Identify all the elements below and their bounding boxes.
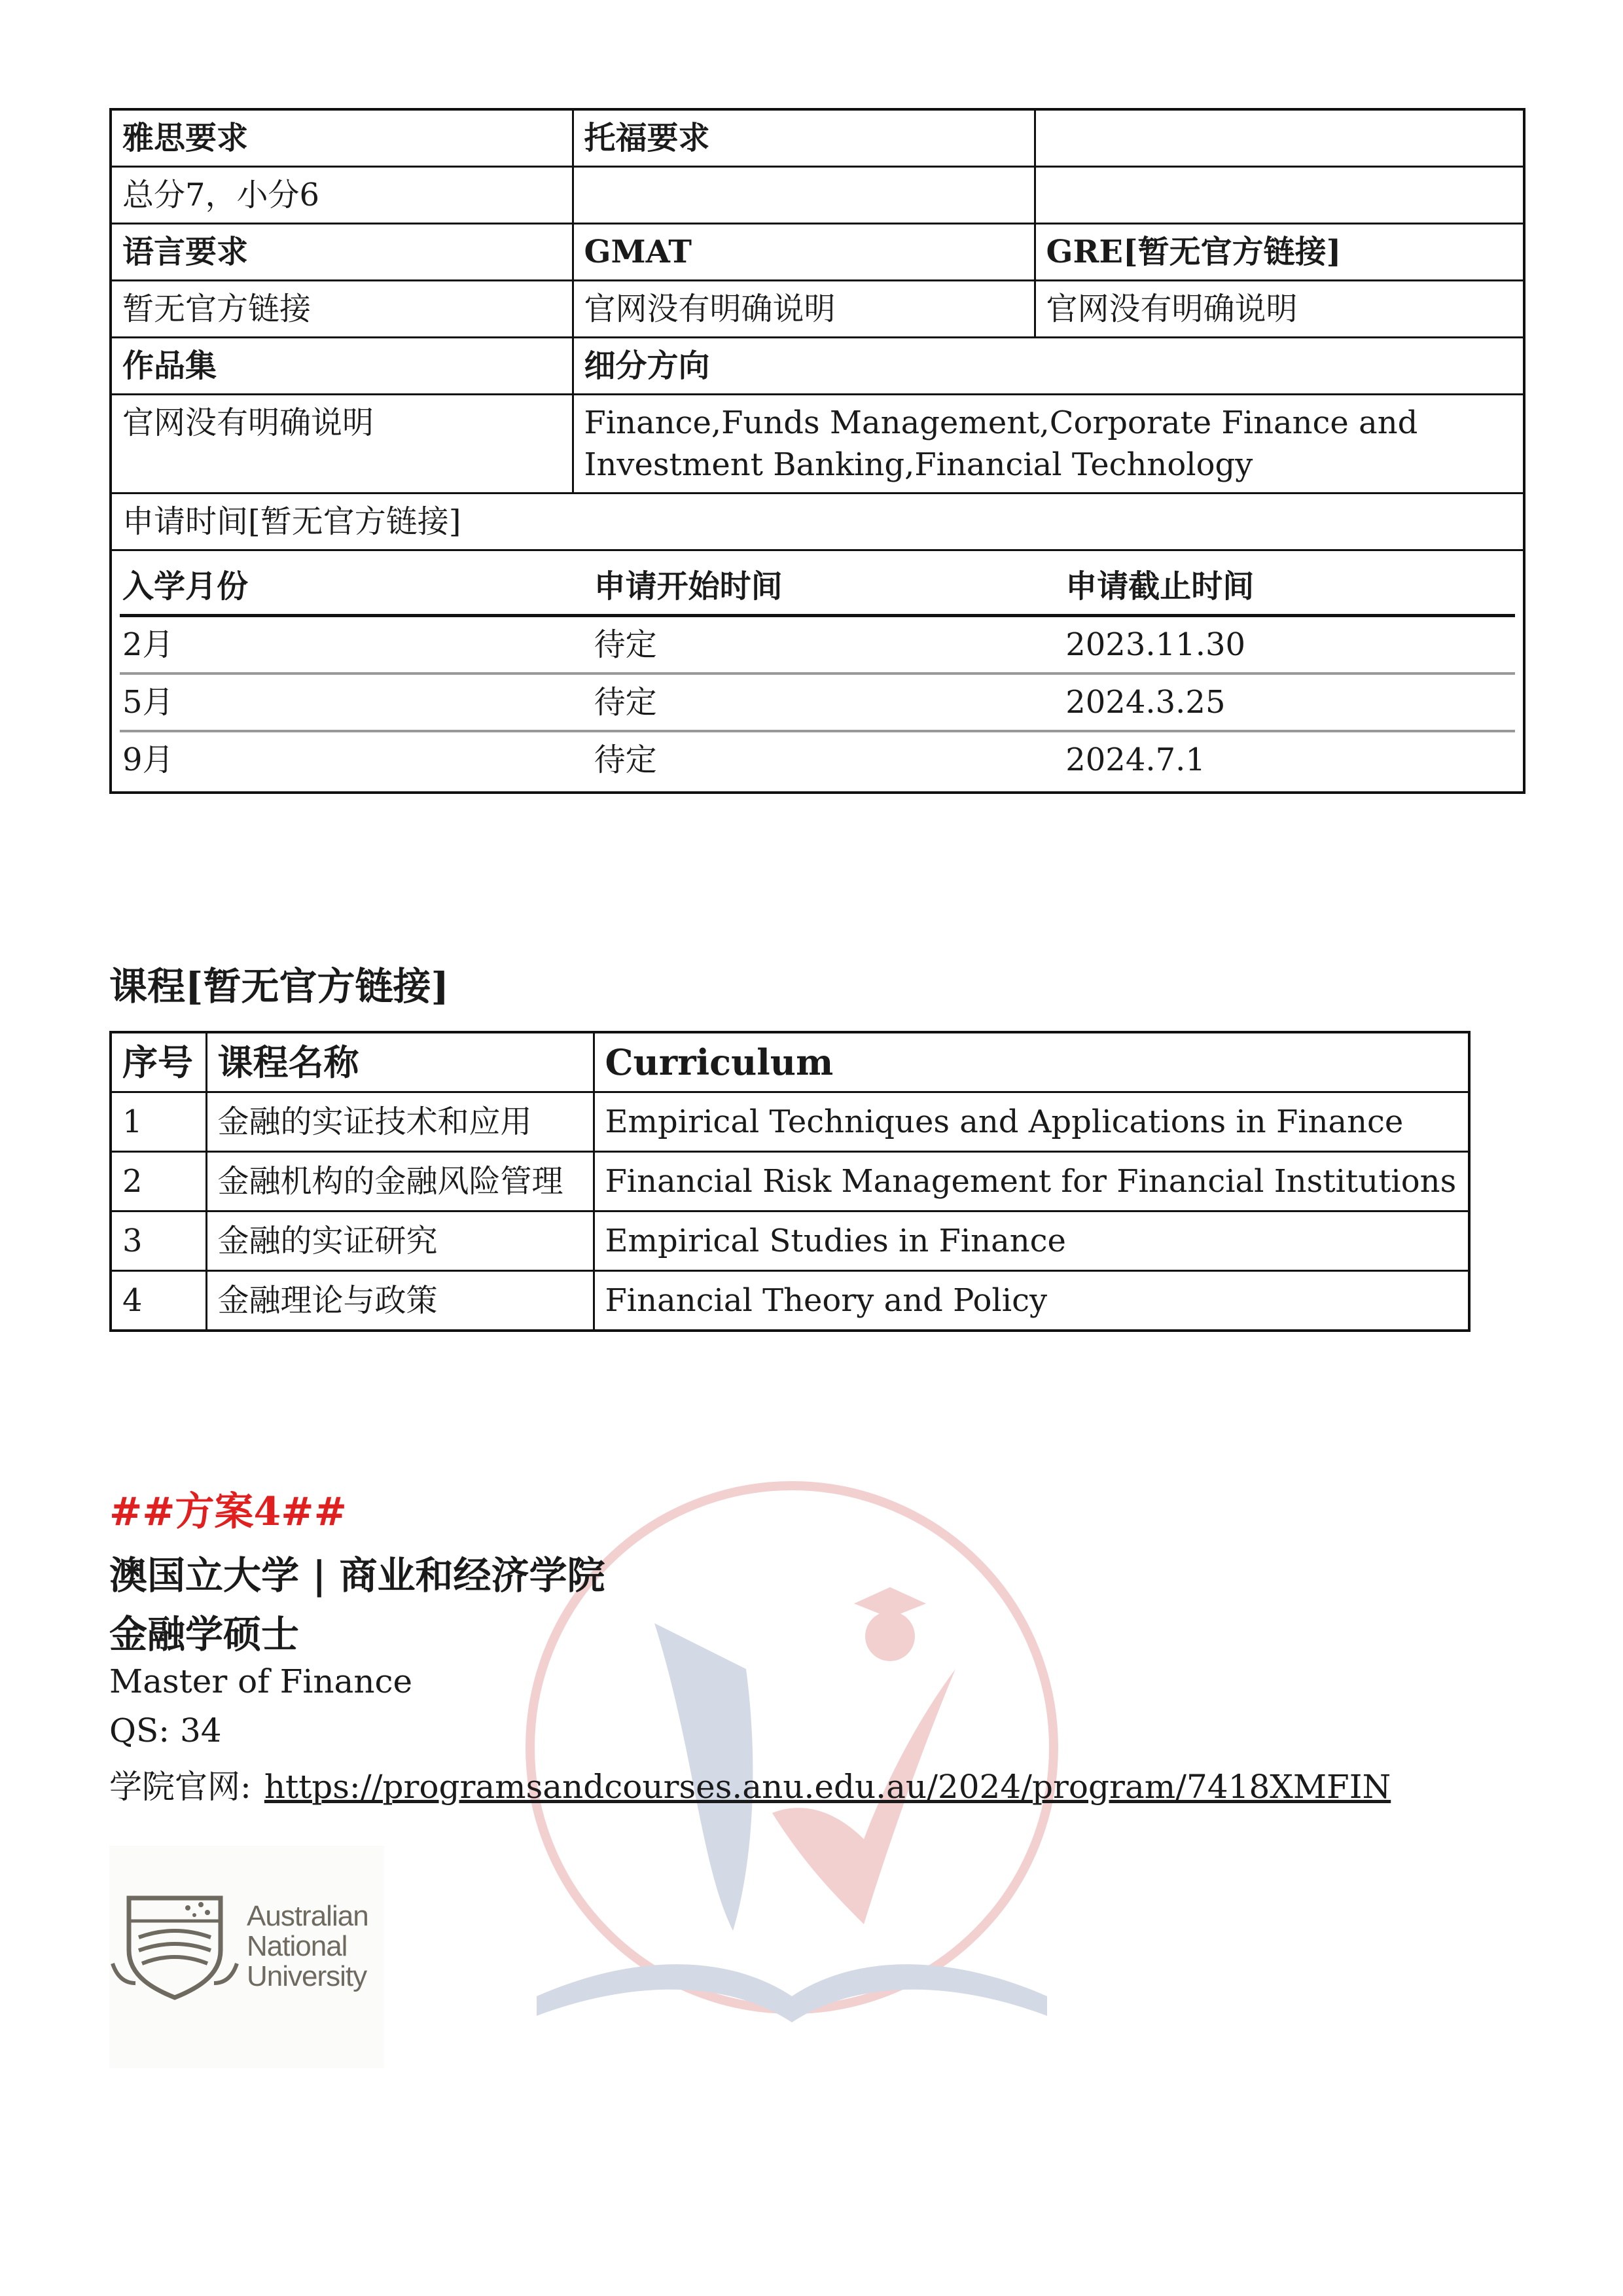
watermark-head xyxy=(865,1611,915,1661)
requirements-table xyxy=(109,108,1525,794)
portfolio-label: 作品集 xyxy=(111,338,573,395)
intake-header-month: 入学月份 xyxy=(120,551,592,616)
table-row xyxy=(111,1271,1469,1331)
language-label: 语言要求 xyxy=(111,224,573,281)
table-row xyxy=(111,109,1524,167)
course-en: Financial Theory and Policy xyxy=(594,1271,1469,1331)
intake-month: 2月 xyxy=(120,616,592,674)
intake-deadline: 2024.3.25 xyxy=(1063,673,1515,731)
specialization-value: Finance,Funds Management,Corporate Finance and Investment Banking,Financial Technology xyxy=(573,395,1524,493)
empty-cell xyxy=(1035,109,1524,167)
table-row xyxy=(111,1152,1469,1211)
gmat-value: 官网没有明确说明 xyxy=(573,281,1035,338)
intake-month: 9月 xyxy=(122,742,174,778)
ielts-label: 雅思要求 xyxy=(111,109,573,167)
intake-deadline: 2024.7.1 xyxy=(1065,742,1205,778)
intake-start: 待定 xyxy=(592,616,1063,674)
course-no: 1 xyxy=(111,1092,206,1152)
ielts-value: 总分7，小分6 xyxy=(111,167,573,224)
table-row xyxy=(111,1211,1469,1271)
intake-table xyxy=(120,551,1515,787)
intake-header-row xyxy=(120,551,1515,616)
language-value: 暂无官方链接 xyxy=(111,281,573,338)
curriculum-table xyxy=(109,1031,1471,1332)
course-en: Empirical Studies in Finance xyxy=(594,1211,1469,1271)
book-icon xyxy=(537,1964,1047,2022)
school-name: 澳国立大学 | 商业和经济学院 xyxy=(109,1553,605,1598)
table-row xyxy=(111,395,1524,493)
course-no: 2 xyxy=(111,1152,206,1211)
portfolio-value: 官网没有明确说明 xyxy=(111,395,573,493)
intake-start: 待定 xyxy=(594,742,657,778)
watermark-ring xyxy=(530,1486,1054,2009)
header-cn: 课程名称 xyxy=(206,1032,594,1092)
gre-value: 官网没有明确说明 xyxy=(1035,281,1524,338)
course-cn: 金融理论与政策 xyxy=(206,1271,594,1331)
logo-line: Australian xyxy=(247,1900,368,1932)
logo-line: University xyxy=(247,1960,367,1992)
anu-logo-text xyxy=(247,1901,368,1992)
intake-header-start: 申请开始时间 xyxy=(592,551,1063,616)
anu-logo xyxy=(109,1846,384,2068)
header-no: 序号 xyxy=(111,1032,206,1092)
table-row xyxy=(111,338,1524,395)
table-row xyxy=(111,493,1524,550)
course-en: Financial Risk Management for Financial Institutions xyxy=(594,1152,1469,1211)
course-no: 4 xyxy=(111,1271,206,1331)
intake-month: 5月 xyxy=(120,673,592,731)
table-row xyxy=(111,1092,1469,1152)
intake-header-deadline: 申请截止时间 xyxy=(1063,551,1515,616)
empty-cell xyxy=(573,167,1035,224)
intake-deadline: 2023.11.30 xyxy=(1063,616,1515,674)
anu-crest-icon xyxy=(109,1892,240,2003)
gmat-label: GMAT xyxy=(573,224,1035,281)
plan-title: ##方案4## xyxy=(109,1489,347,1535)
logo-line: National xyxy=(247,1930,348,1962)
course-no: 3 xyxy=(111,1211,206,1271)
site-url-link[interactable]: https://programsandcourses.anu.edu.au/2024/program/7418XMFIN xyxy=(264,1768,1391,1806)
table-row xyxy=(111,167,1524,224)
intake-start: 待定 xyxy=(592,673,1063,731)
gre-label: GRE[暂无官方链接] xyxy=(1035,224,1524,281)
qs-ranking: QS: 34 xyxy=(109,1712,222,1749)
graduation-cap-icon xyxy=(854,1587,926,1618)
intake-row xyxy=(120,673,1515,731)
site-label: 学院官网: xyxy=(109,1768,251,1806)
specialization-label: 细分方向 xyxy=(573,338,1524,395)
table-row xyxy=(111,281,1524,338)
curriculum-title: 课程[暂无官方链接] xyxy=(109,964,449,1009)
intake-row xyxy=(120,731,1515,787)
application-time-label: 申请时间[暂无官方链接] xyxy=(111,493,1524,550)
degree-cn: 金融学硕士 xyxy=(109,1612,300,1657)
table-row xyxy=(111,550,1524,793)
curriculum-header-row xyxy=(111,1032,1469,1092)
course-en: Empirical Techniques and Applications in Finance xyxy=(594,1092,1469,1152)
empty-cell xyxy=(1035,167,1524,224)
degree-en: Master of Finance xyxy=(109,1662,413,1700)
table-row xyxy=(111,224,1524,281)
header-en: Curriculum xyxy=(594,1032,1469,1092)
toefl-label: 托福要求 xyxy=(573,109,1035,167)
course-cn: 金融机构的金融风险管理 xyxy=(206,1152,594,1211)
intake-cell xyxy=(111,550,1524,793)
course-cn: 金融的实证技术和应用 xyxy=(206,1092,594,1152)
course-cn: 金融的实证研究 xyxy=(206,1211,594,1271)
intake-row xyxy=(120,616,1515,674)
school-site xyxy=(109,1761,1391,1808)
